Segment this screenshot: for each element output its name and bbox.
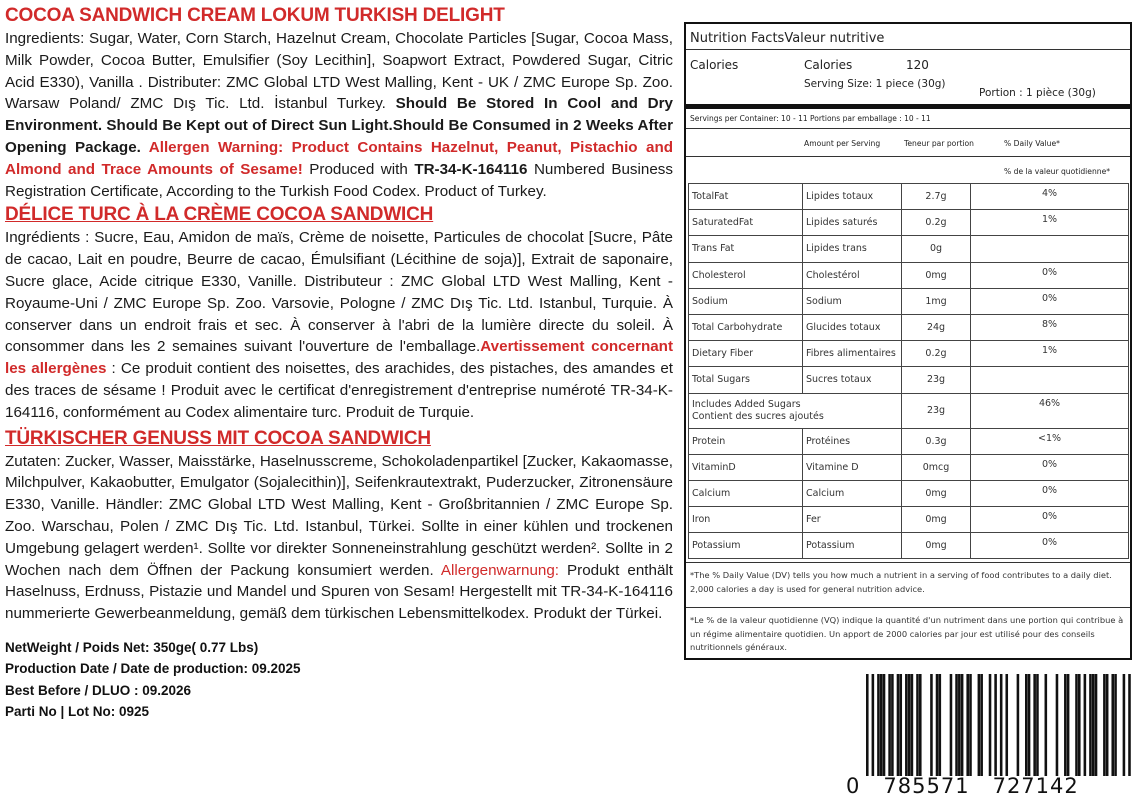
nutrient-amount: 0g xyxy=(902,236,971,262)
barcode-bar xyxy=(883,674,886,776)
production-date: Production Date / Date de production: 09.2025 xyxy=(5,661,301,677)
barcode-bar xyxy=(919,674,922,776)
nutrient-row xyxy=(689,314,1129,340)
nutrient-name-fr: Fibres alimentaires xyxy=(803,341,902,367)
english-allergen-warning: Allergen Warning: Product Contains Hazelnut, Peanut, Pistachio and Almond and Trace Amounts of Sesame! xyxy=(5,138,673,178)
barcode-bar xyxy=(966,674,969,776)
nutrient-amount: 0.2g xyxy=(902,341,971,367)
barcode-bar xyxy=(1064,674,1067,776)
barcode-bar xyxy=(989,674,992,776)
lot-info xyxy=(5,637,673,723)
barcode-bar xyxy=(961,674,964,776)
barcode-bar xyxy=(1092,674,1095,776)
best-before: Best Before / DLUO : 09.2026 xyxy=(5,682,192,698)
lot-number: Parti No | Lot No: 0925 xyxy=(5,704,150,720)
nutrient-name-fr: Vitamine D xyxy=(803,454,902,480)
nutrient-name-fr: Potassium xyxy=(803,533,902,559)
barcode-image xyxy=(866,674,1131,776)
english-cert-number: TR-34-K-164116 xyxy=(414,160,528,178)
nutrient-name-fr: Cholestérol xyxy=(803,262,902,288)
nutrient-row xyxy=(689,454,1129,480)
nutrient-name-en: TotalFat xyxy=(689,184,803,210)
english-title: COCOA SANDWICH CREAM LOKUM TURKISH DELIGHT xyxy=(5,5,505,26)
nutrient-row xyxy=(689,367,1129,393)
barcode-bar xyxy=(1123,674,1126,776)
nutrient-daily-value: 46% xyxy=(971,393,1129,428)
nutrient-name-fr: Lipides saturés xyxy=(803,210,902,236)
nutrient-name-fr: Sucres totaux xyxy=(803,367,902,393)
barcode-bar xyxy=(866,674,869,776)
barcode-bar xyxy=(980,674,983,776)
nutrient-amount: 24g xyxy=(902,314,971,340)
nutrient-daily-value: 0% xyxy=(971,262,1129,288)
barcode-bar xyxy=(877,674,880,776)
nutrient-amount: 0.2g xyxy=(902,210,971,236)
nutrient-name-fr: Sodium xyxy=(803,288,902,314)
nutrient-daily-value: 1% xyxy=(971,210,1129,236)
nutrient-amount: 23g xyxy=(902,393,971,428)
nutrient-row xyxy=(689,428,1129,454)
divider xyxy=(686,128,1130,129)
barcode-bar xyxy=(1103,674,1106,776)
barcode-bar xyxy=(1075,674,1078,776)
barcode-bar xyxy=(950,674,953,776)
barcode-bar xyxy=(1005,674,1008,776)
nutrient-daily-value xyxy=(971,236,1129,262)
barcode-bar xyxy=(1111,674,1114,776)
nutrient-row xyxy=(689,288,1129,314)
nutrient-row xyxy=(689,480,1129,506)
barcode-bar xyxy=(1036,674,1039,776)
net-weight: NetWeight / Poids Net: 350ge( 0.77 Lbs) xyxy=(5,639,259,655)
barcode-bar xyxy=(908,674,911,776)
barcode-bar xyxy=(888,674,891,776)
divider xyxy=(686,607,1130,608)
barcode-bar xyxy=(899,674,902,776)
french-section xyxy=(5,203,673,423)
barcode-bar xyxy=(1045,674,1048,776)
nutrient-daily-value: 0% xyxy=(971,533,1129,559)
barcode-bar xyxy=(880,674,883,776)
barcode-bar xyxy=(1114,674,1117,776)
nutrient-amount: 0.3g xyxy=(902,428,971,454)
nutrient-daily-value: <1% xyxy=(971,428,1129,454)
product-label-text xyxy=(5,4,673,723)
nutrient-name-en: Cholesterol xyxy=(689,262,803,288)
german-title: TÜRKISCHER GENUSS MIT COCOA SANDWICH xyxy=(5,427,431,449)
divider xyxy=(686,156,1130,157)
nutrient-name-en: Iron xyxy=(689,507,803,533)
divider xyxy=(686,49,1130,50)
nutrient-amount: 2.7g xyxy=(902,184,971,210)
french-allergen-label: Avertissement concernant les allergènes xyxy=(5,338,674,378)
nutrient-name-en: Protein xyxy=(689,428,803,454)
calories-value: 120 xyxy=(906,58,929,72)
footnote-en: *The % Daily Value (DV) tells you how much a nutrient in a serving of food contributes to a daily diet. 2,000 calories a day is used for general nutrition advice. xyxy=(690,570,1112,594)
nutrition-facts-panel xyxy=(684,22,1132,660)
barcode-bar xyxy=(891,674,894,776)
thick-divider xyxy=(686,104,1130,109)
barcode-bar xyxy=(872,674,875,776)
calories-label-en: Calories xyxy=(690,58,739,72)
barcode-bar xyxy=(1033,674,1036,776)
nutrient-amount: 0mcg xyxy=(902,454,971,480)
german-section xyxy=(5,427,673,625)
english-produced-post: Numbered Business Registration Certificate, According to the Turkish Food Codex. Product of Turkey. xyxy=(5,160,673,200)
nutrient-row xyxy=(689,507,1129,533)
english-storage: Should Be Stored In Cool and Dry Environment. Should Be Kept out of Direct Sun Light.Should Be Consumed in 2 Weeks After Opening Package. xyxy=(5,95,673,156)
col-amount: Amount per Serving xyxy=(804,139,881,148)
barcode-bar xyxy=(1017,674,1020,776)
nutrient-amount: 0mg xyxy=(902,507,971,533)
nutrient-name-fr: Calcium xyxy=(803,480,902,506)
barcode-bar xyxy=(1000,674,1003,776)
nutrition-table xyxy=(688,183,1129,559)
french-rest: : Ce produit contient des noisettes, des arachides, des pistaches, des amandes et des traces de sésame ! Produit avec le certificat d'enregistrement d'entreprise numéroté TR-34-K-164116, conformément au Codex alimentaire turc. Produit de Turquie. xyxy=(5,360,673,421)
nutrition-header: Nutrition FactsValeur nutritive xyxy=(690,31,885,46)
barcode-bar xyxy=(1078,674,1081,776)
serving-size: Serving Size: 1 piece (30g) xyxy=(804,78,946,90)
nutrient-name-fr: Protéines xyxy=(803,428,902,454)
german-paragraph xyxy=(5,451,673,625)
barcode-bar xyxy=(969,674,972,776)
calories-label-fr: Calories xyxy=(804,58,853,72)
servings-per-container: Servings per Container: 10 - 11 Portions par emballage : 10 - 11 xyxy=(690,114,931,123)
barcode-bar xyxy=(1106,674,1109,776)
nutrient-daily-value: 0% xyxy=(971,288,1129,314)
footnote-fr: *Le % de la valeur quotidienne (VQ) indique la quantité d'un nutriment dans une portion qui contribue à un régime alimentaire quotidien. Un apport de 2000 calories par jour est utilisé pour des conseils nutritionnels généraux. xyxy=(690,615,1124,652)
divider xyxy=(686,562,1130,563)
nutrient-amount: 0mg xyxy=(902,533,971,559)
barcode-bar xyxy=(905,674,908,776)
nutrient-daily-value: 0% xyxy=(971,454,1129,480)
german-ingredients: Zutaten: Zucker, Wasser, Maisstärke, Haselnusscreme, Schokoladenpartikel [Zucker, Kakaomasse, Milchpulver, Kakaobutter, Emulgator (Sojalecithin)], Seifenkrautextrakt, Puderzucker, Zitronensäure E330, Vanille. Händler: ZMC Global LTD West Malling, Kent - Großbritannien / ZMC Europe Sp. Zoo. Warschau, Polen / ZMC Dış Tic. Ltd. Istanbul, Türkei. Sollte in einer kühlen und trockenen Umgebung gelagert werden¹. Sollte vor direkter Sonneneinstrahlung geschützt werden². Sollte in 2 Wochen nach dem Öffnen der Packung konsumiert werden. xyxy=(5,452,673,579)
nutrient-amount: 23g xyxy=(902,367,971,393)
nutrient-row xyxy=(689,210,1129,236)
nutrient-name-en: VitaminD xyxy=(689,454,803,480)
nutrient-amount: 1mg xyxy=(902,288,971,314)
nutrient-name-en: Trans Fat xyxy=(689,236,803,262)
barcode-bar xyxy=(1056,674,1059,776)
barcode-bar xyxy=(1089,674,1092,776)
col-vq: % de la valeur quotidienne* xyxy=(1004,167,1111,176)
barcode-bar xyxy=(1025,674,1028,776)
barcode-bar xyxy=(1028,674,1031,776)
nutrient-row xyxy=(689,262,1129,288)
barcode-bar xyxy=(1084,674,1087,776)
barcode-bar xyxy=(1128,674,1131,776)
nutrient-daily-value: 0% xyxy=(971,507,1129,533)
nutrient-name-en: Dietary Fiber xyxy=(689,341,803,367)
barcode-bar xyxy=(911,674,914,776)
nutrient-amount: 0mg xyxy=(902,262,971,288)
nutrient-name-en: Total Carbohydrate xyxy=(689,314,803,340)
nutrient-name-fr: Fer xyxy=(803,507,902,533)
nutrient-row xyxy=(689,184,1129,210)
german-rest: Produkt enthält Haselnuss, Erdnuss, Pistazie und Mandel und Spuren von Sesam! Hergestellt mit TR-34-K-164116 nummerierte Gewerbeanmeldung, gemäß dem türkischen Lebensmittelkodex. Produkt der Türkei. xyxy=(5,561,673,623)
english-ingredients: Ingredients: Sugar, Water, Corn Starch, Hazelnut Cream, Chocolate Particles [Sugar, Cocoa Mass, Milk Powder, Cocoa Butter, Emulsifier (Soy Lecithin], Soapwort Extract, Powdered Sugar, Citric Acid E330), Vanilla . Distributer: ZMC Global LTD West Malling, Kent - UK / ZMC Europe Sp. Zoo. Warsaw Poland/ ZMC Dış Tic. Ltd. İstanbul Turkey. xyxy=(5,30,673,113)
nutrient-name-en: Includes Added Sugars Contient des sucres ajoutés xyxy=(689,393,902,428)
barcode-bar xyxy=(930,674,933,776)
nutrient-name-fr: Lipides trans xyxy=(803,236,902,262)
nutrient-row xyxy=(689,341,1129,367)
barcode-bar xyxy=(916,674,919,776)
nutrient-row xyxy=(689,393,1129,428)
barcode-bar xyxy=(1067,674,1070,776)
barcode-bar xyxy=(978,674,981,776)
nutrient-daily-value: 1% xyxy=(971,341,1129,367)
barcode-bar xyxy=(994,674,997,776)
barcode-number: 0 785571 727142 xyxy=(846,774,1079,798)
barcode-bar xyxy=(1095,674,1098,776)
nutrient-name-en: Potassium xyxy=(689,533,803,559)
nutrient-name-en: Total Sugars xyxy=(689,367,803,393)
barcode-bar xyxy=(955,674,958,776)
nutrient-name-fr: Lipides totaux xyxy=(803,184,902,210)
nutrient-name-en: Calcium xyxy=(689,480,803,506)
nutrient-row xyxy=(689,533,1129,559)
portion: Portion : 1 pièce (30g) xyxy=(979,87,1096,99)
col-dv: % Daily Value* xyxy=(1004,139,1060,148)
barcode-bar xyxy=(939,674,942,776)
nutrient-row xyxy=(689,236,1129,262)
barcode-bar xyxy=(897,674,900,776)
nutrient-name-fr: Glucides totaux xyxy=(803,314,902,340)
nutrient-daily-value xyxy=(971,367,1129,393)
barcode-bar xyxy=(936,674,939,776)
french-paragraph xyxy=(5,227,673,423)
french-ingredients: Ingrédients : Sucre, Eau, Amidon de maïs, Crème de noisette, Particules de chocolat [Sucre, Pâte de cacao, Lait en poudre, Beurre de cacao, Émulsifiant (Lécithine de soja)], Extrait de saponaire, Sucre glace, Acide citrique E330, Vanille. Distributeur : ZMC Global LTD West Malling, Kent - Royaume-Uni / ZMC Europe Sp. Zoo. Varsovie, Pologne / ZMC Dış Tic. Ltd. Istanbul, Turquie. À conserver dans un endroit frais et sec. À conserver à l'abri de la lumière directe du soleil. À consommer dans les 2 semaines suivant l'ouverture de l'emballage. xyxy=(5,229,673,356)
nutrient-name-en: Sodium xyxy=(689,288,803,314)
english-section xyxy=(5,4,673,202)
col-teneur: Teneur par portion xyxy=(904,139,974,148)
nutrient-daily-value: 0% xyxy=(971,480,1129,506)
french-title: DÉLICE TURC À LA CRÈME COCOA SANDWICH xyxy=(5,204,434,226)
english-produced-pre: Produced with xyxy=(302,160,415,178)
german-allergen-label: Allergenwarnung: xyxy=(440,561,560,579)
barcode-bar xyxy=(958,674,961,776)
nutrient-amount: 0mg xyxy=(902,480,971,506)
english-ingredients-paragraph xyxy=(5,28,673,202)
nutrient-daily-value: 4% xyxy=(971,184,1129,210)
nutrient-name-en: SaturatedFat xyxy=(689,210,803,236)
nutrient-daily-value: 8% xyxy=(971,314,1129,340)
